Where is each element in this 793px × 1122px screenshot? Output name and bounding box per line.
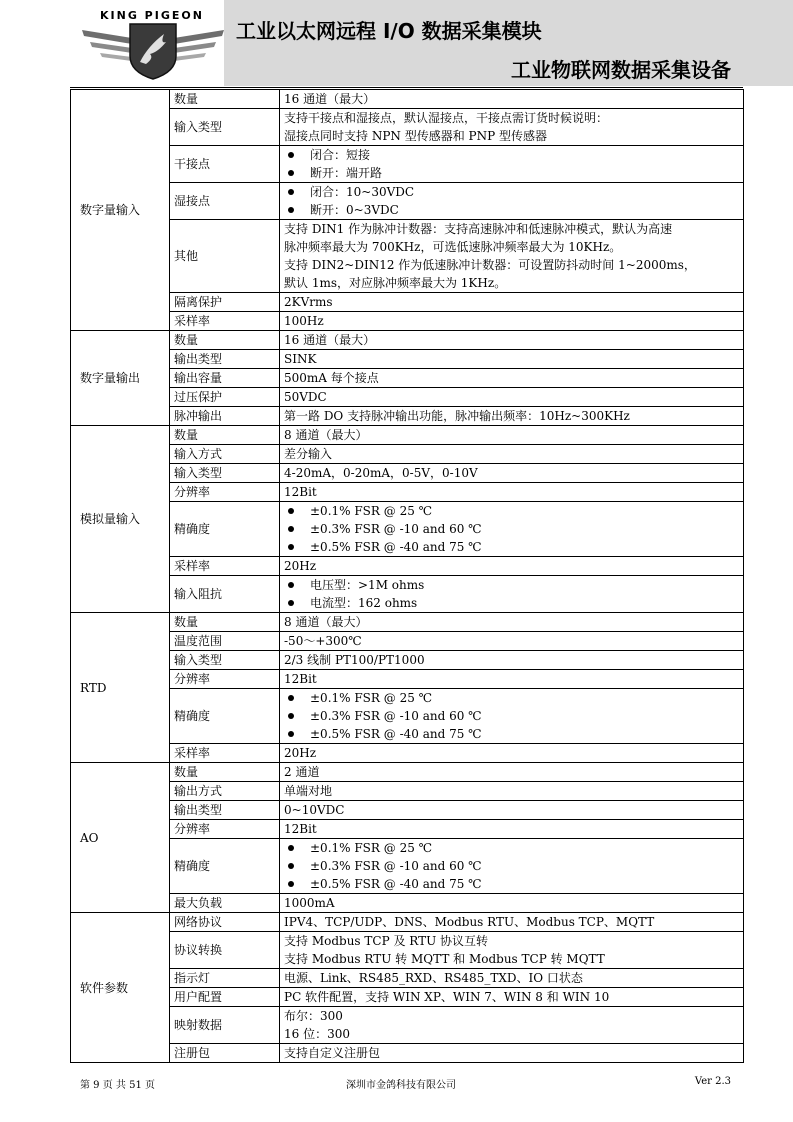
value-line: 16 通道（最大） [284,333,376,347]
bullet-icon [288,544,294,550]
table-row [71,90,744,109]
row-value [280,839,744,894]
row-value [280,670,744,689]
row-label: 数量 [170,613,280,632]
value-line: 12Bit [284,672,317,686]
bullet-text: 断开：0~3VDC [310,203,399,217]
value-line: 4-20mA，0-20mA，0-5V，0-10V [284,466,478,480]
bullet-icon [288,582,294,588]
table-row [71,1007,744,1044]
row-label: 输出容量 [170,369,280,388]
table-row [71,932,744,969]
section-category: AO [71,763,170,913]
row-label: 注册包 [170,1044,280,1063]
table-row [71,388,744,407]
row-value [280,557,744,576]
table-row [71,576,744,613]
row-value [280,932,744,969]
table-row [71,894,744,913]
row-label: 隔离保护 [170,293,280,312]
table-row [71,464,744,483]
table-row [71,969,744,988]
document-title: 工业以太网远程 I/O 数据采集模块 [236,19,542,43]
value-line: 脉冲频率最大为 700KHz，可选低速脉冲频率最大为 10KHz。 [284,240,622,254]
page-number: 第 9 页 共 51 页 [80,1080,155,1091]
table-row [71,426,744,445]
bullet-icon [288,207,294,213]
value-line: 2 通道 [284,765,320,779]
bullet-icon [288,863,294,869]
value-line: 20Hz [284,746,317,760]
bullet-icon [288,189,294,195]
table-row [71,632,744,651]
row-value [280,350,744,369]
row-label: 数量 [170,426,280,445]
row-label: 分辨率 [170,670,280,689]
value-line: 支持 Modbus RTU 转 MQTT 和 Modbus TCP 转 MQTT [284,952,605,966]
row-label: 数量 [170,763,280,782]
bullet-item [284,538,739,556]
row-label: 网络协议 [170,913,280,932]
bullet-item [284,146,739,164]
bullet-item [284,707,739,725]
row-value [280,894,744,913]
table-row [71,483,744,502]
row-value [280,502,744,557]
table-row [71,293,744,312]
value-line: 12Bit [284,822,317,836]
row-label: 温度范围 [170,632,280,651]
table-row [71,350,744,369]
row-value [280,293,744,312]
row-label: 输入类型 [170,651,280,670]
bullet-icon [288,881,294,887]
value-line: 50VDC [284,390,327,404]
row-value [280,220,744,293]
value-line: 单端对地 [284,784,333,798]
table-row [71,1044,744,1063]
table-row [71,445,744,464]
value-line: 16 通道（最大） [284,92,376,106]
bullet-icon [288,695,294,701]
table-row [71,689,744,744]
value-line: PC 软件配置，支持 WIN XP、WIN 7、WIN 8 和 WIN 10 [284,990,610,1004]
row-value [280,782,744,801]
bullet-item [284,576,739,594]
bullet-icon [288,170,294,176]
row-value [280,90,744,109]
row-value [280,388,744,407]
row-label: 湿接点 [170,183,280,220]
table-row [71,331,744,350]
bullet-text: ±0.5% FSR @ -40 and 75 ℃ [310,540,482,554]
row-value [280,483,744,502]
row-value [280,312,744,331]
section-category: 模拟量输入 [71,426,170,613]
bullet-item [284,201,739,219]
bullet-item [284,725,739,743]
row-value [280,763,744,782]
table-row [71,613,744,632]
table-row [71,407,744,426]
row-value [280,331,744,350]
value-line: 支持干接点和湿接点，默认湿接点，干接点需订货时候说明： [284,111,609,125]
value-line: 电源、Link、RS485_RXD、RS485_TXD、IO 口状态 [284,971,583,985]
table-row [71,369,744,388]
page-header [0,0,793,88]
row-label: 输出方式 [170,782,280,801]
brand-name: KING PIGEON [100,9,204,22]
row-label: 精确度 [170,839,280,894]
king-pigeon-logo-icon [80,22,226,80]
row-label: 精确度 [170,502,280,557]
row-label: 精确度 [170,689,280,744]
row-value [280,109,744,146]
table-row [71,839,744,894]
row-value [280,689,744,744]
row-value [280,369,744,388]
bullet-icon [288,713,294,719]
row-label: 采样率 [170,744,280,763]
value-line: 差分输入 [284,447,333,461]
section-category: 数字量输出 [71,331,170,426]
bullet-text: ±0.1% FSR @ 25 ℃ [310,691,433,705]
bullet-icon [288,600,294,606]
value-line: 2KVrms [284,295,333,309]
table-row [71,801,744,820]
bullet-text: ±0.5% FSR @ -40 and 75 ℃ [310,877,482,891]
bullet-icon [288,731,294,737]
bullet-text: ±0.3% FSR @ -10 and 60 ℃ [310,859,482,873]
bullet-icon [288,152,294,158]
bullet-item [284,520,739,538]
value-line: 500mA 每个接点 [284,371,379,385]
row-label: 干接点 [170,146,280,183]
row-label: 数量 [170,90,280,109]
row-value [280,913,744,932]
bullet-icon [288,526,294,532]
row-value [280,576,744,613]
row-value [280,1007,744,1044]
table-row [71,670,744,689]
row-value [280,464,744,483]
value-line: 1000mA [284,896,335,910]
value-line: 支持自定义注册包 [284,1046,381,1060]
value-line: 20Hz [284,559,317,573]
row-label: 输出类型 [170,801,280,820]
value-line: 100Hz [284,314,324,328]
row-label: 数量 [170,331,280,350]
row-label: 分辨率 [170,483,280,502]
value-line: 16 位：300 [284,1027,350,1041]
bullet-text: ±0.3% FSR @ -10 and 60 ℃ [310,709,482,723]
row-value [280,969,744,988]
row-value [280,820,744,839]
value-line: 支持 Modbus TCP 及 RTU 协议互转 [284,934,489,948]
row-value [280,744,744,763]
bullet-text: 电压型：>1M ohms [310,578,425,592]
row-value [280,651,744,670]
value-line: 支持 DIN1 作为脉冲计数器：支持高速脉冲和低速脉冲模式，默认为高速 [284,222,673,236]
table-row [71,744,744,763]
table-row [71,109,744,146]
row-value [280,426,744,445]
bullet-item [284,183,739,201]
header-rule [70,87,743,88]
table-row [71,782,744,801]
bullet-text: ±0.1% FSR @ 25 ℃ [310,504,433,518]
row-value [280,445,744,464]
bullet-item [284,839,739,857]
value-line: 2/3 线制 PT100/PT1000 [284,653,425,667]
row-value [280,1044,744,1063]
row-label: 其他 [170,220,280,293]
bullet-text: ±0.5% FSR @ -40 and 75 ℃ [310,727,482,741]
row-label: 采样率 [170,557,280,576]
row-value [280,146,744,183]
value-line: 8 通道（最大） [284,615,368,629]
bullet-text: 闭合：短接 [310,148,371,162]
row-value [280,183,744,220]
value-line: IPV4、TCP/UDP、DNS、Modbus RTU、Modbus TCP、MQTT [284,915,655,929]
value-line: 0~10VDC [284,803,345,817]
company-name: 深圳市金鸽科技有限公司 [346,1080,456,1091]
row-label: 分辨率 [170,820,280,839]
row-label: 最大负载 [170,894,280,913]
bullet-item [284,594,739,612]
bullet-item [284,164,739,182]
value-line: 12Bit [284,485,317,499]
row-value [280,632,744,651]
bullet-item [284,689,739,707]
section-category: 软件参数 [71,913,170,1063]
table-row [71,763,744,782]
row-label: 采样率 [170,312,280,331]
table-row [71,651,744,670]
row-label: 输入阻抗 [170,576,280,613]
table-row [71,913,744,932]
value-line: 布尔：300 [284,1009,343,1023]
value-line: SINK [284,352,317,366]
table-row [71,146,744,183]
bullet-icon [288,508,294,514]
bullet-text: 断开：端开路 [310,166,383,180]
row-label: 输出类型 [170,350,280,369]
bullet-item [284,857,739,875]
table-row [71,183,744,220]
row-label: 脉冲输出 [170,407,280,426]
row-label: 协议转换 [170,932,280,969]
value-line: -50～+300℃ [284,634,362,648]
bullet-item [284,875,739,893]
row-value [280,801,744,820]
value-line: 8 通道（最大） [284,428,368,442]
table-row [71,820,744,839]
bullet-text: 闭合：10~30VDC [310,185,415,199]
value-line: 支持 DIN2~DIN12 作为低速脉冲计数器：可设置防抖动时间 1~2000ms， [284,258,696,272]
table-row [71,557,744,576]
row-value [280,613,744,632]
value-line: 默认 1ms，对应脉冲频率最大为 1KHz。 [284,276,507,290]
bullet-text: 电流型：162 ohms [310,596,418,610]
row-label: 映射数据 [170,1007,280,1044]
bullet-text: ±0.1% FSR @ 25 ℃ [310,841,433,855]
spec-table [70,89,744,1063]
row-label: 输入类型 [170,464,280,483]
row-value [280,988,744,1007]
table-row [71,312,744,331]
table-row [71,502,744,557]
row-label: 指示灯 [170,969,280,988]
table-row [71,220,744,293]
row-value [280,407,744,426]
value-line: 第一路 DO 支持脉冲输出功能，脉冲输出频率：10Hz~300KHz [284,409,630,423]
bullet-item [284,502,739,520]
row-label: 用户配置 [170,988,280,1007]
row-label: 输入方式 [170,445,280,464]
section-category: 数字量输入 [71,90,170,331]
row-label: 输入类型 [170,109,280,146]
version-label: Ver 2.3 [694,1076,731,1087]
document-subtitle: 工业物联网数据采集设备 [511,58,731,82]
bullet-text: ±0.3% FSR @ -10 and 60 ℃ [310,522,482,536]
table-row [71,988,744,1007]
section-category: RTD [71,613,170,763]
value-line: 湿接点同时支持 NPN 型传感器和 PNP 型传感器 [284,129,547,143]
row-label: 过压保护 [170,388,280,407]
bullet-icon [288,845,294,851]
